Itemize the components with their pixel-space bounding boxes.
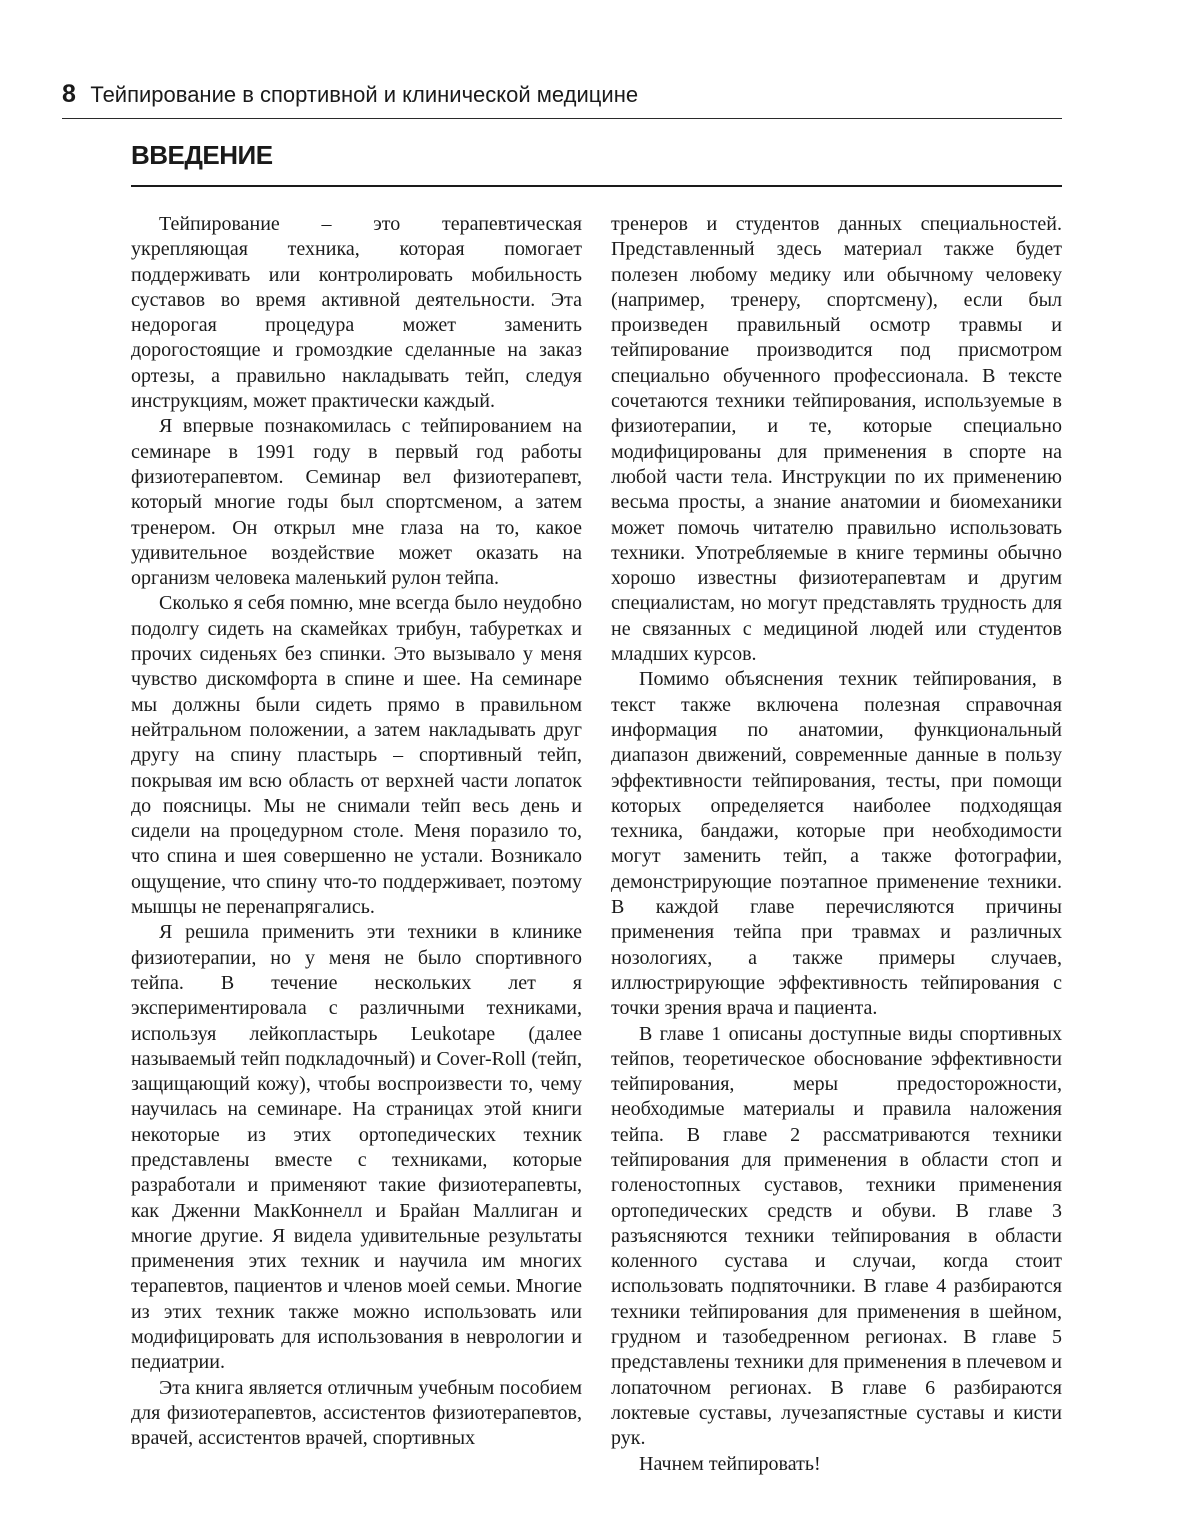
page-number: 8 xyxy=(62,80,76,108)
paragraph: Тейпирование – это терапевтическая укрепляющая техника, которая помогает поддерживать или контролировать мобильность суставов во время активной деятельности. Эта недорогая процедура может заменить дорогостоящие и громоздкие сделанные на заказ ортезы, а правильно накладывать тейп, следуя инструкциям, может практически каждый. xyxy=(131,213,582,413)
paragraph: Эта книга является отличным учебным пособием для физиотерапевтов, ассистентов физиотерапевтов, врачей, ассистентов врачей, спортивных xyxy=(131,1376,582,1450)
left-column xyxy=(131,212,582,1452)
paragraph: Я впервые познакомилась с тейпированием на семинаре в 1991 году в первый год работы физиотерапевтом. Семинар вел физиотерапевт, который многие годы был спортсменом, а затем тренером. Он открыл мне глаза на то, какое удивительное воздействие может оказать на организм человека маленький рулон тейпа. xyxy=(131,415,582,590)
book-title: Тейпирование в спортивной и клинической медицине xyxy=(90,82,639,107)
paragraph: В главе 1 описаны доступные виды спортивных тейпов, теоретическое обоснование эффективности тейпирования, меры предосторожности, необходимые материалы и правила наложения тейпа. В главе 2 рассматриваются техники тейпирования для применения в области стоп и голеностопных суставов, техники применения ортопедических средств и обуви. В главе 3 разъясняются техники тейпирования в области коленного сустава и случаи, когда стоит использовать подпяточники. В главе 4 разбираются техники тейпирования для применения в шейном, грудном и тазобедренном регионах. В главе 5 представлены техники для применения в плечевом и лопаточном регионах. В главе 6 разбираются локтевые суставы, лучезапястные суставы и кисти рук. xyxy=(611,1022,1062,1450)
running-header xyxy=(62,80,1062,119)
paragraph: Сколько я себя помню, мне всегда было неудобно подолгу сидеть на скамейках трибун, табуретках и прочих сиденьях без спинки. Это вызывало у меня чувство дискомфорта в спине и шее. На семинаре мы должны были сидеть прямо в правильном нейтральном положении, а затем накладывать друг другу на спину пластырь – спортивный тейп, покрывая им всю область от верхней части лопаток до поясницы. Мы не снимали тейп весь день и сидели на процедурном столе. Меня поразило то, что спина и шея совершенно не устали. Возникало ощущение, что спину что-то поддерживает, поэтому мышцы не перенапрягались. xyxy=(131,592,582,919)
paragraph: Начнем тейпировать! xyxy=(639,1452,821,1475)
paragraph-continuation: тренеров и студентов данных специальностей. Представленный здесь материал также будет полезен любому медику или обычному человеку (например, тренеру, спортсмену), если был произведен правильный осмотр травмы и тейпирование производится под присмотром специально обученного профессионала. В тексте сочетаются техники тейпирования, используемые в физиотерапии, и те, которые специально модифицированы для применения в спорте на любой части тела. Инструкции по их применению весьма просты, а знание анатомии и биомеханики может помочь читателю правильно использовать техники. Употребляемые в книге термины обычно хорошо известны физиотерапевтам и другим специалистам, но могут представлять трудность для не связанных с медициной людей или студентов младших курсов. xyxy=(611,213,1062,666)
paragraph: Помимо объяснения техник тейпирования, в текст также включена полезная справочная информация по анатомии, функциональный диапазон движений, современные данные в пользу эффективности тейпирования, тесты, при помощи которых определяется наиболее подходящая техника, бандажи, которые при необходимости могут заменить тейп, а также фотографии, демонстрирующие поэтапное применение техники. В каждой главе перечисляются причины применения тейпа при травмах и различных нозологиях, а также примеры случаев, иллюстрирующие эффективность тейпирования с точки зрения врача и пациента. xyxy=(611,668,1062,1020)
right-column xyxy=(611,212,1062,1477)
section-title: ВВЕДЕНИЕ xyxy=(131,140,273,170)
heading-divider xyxy=(131,185,1062,187)
paragraph: Я решила применить эти техники в клинике физиотерапии, но у меня не было спортивного тейпа. В течение нескольких лет я экспериментировала с различными техниками, используя лейкопластырь Leukotape (далее называемый тейп подкладочный) и Cover-Roll (тейп, защищающий кожу), чтобы воспроизвести то, чему научилась на семинаре. На страницах этой книги некоторые из этих ортопедических техник представлены вместе с техниками, которые разработали и применяют такие физиотерапевты, как Дженни МакКоннелл и Брайан Маллиган и многие другие. Я видела удивительные результаты применения этих техник и научила им многих терапевтов, пациентов и членов моей семьи. Многие из этих техник также можно использовать или модифицировать для использования в неврологии и педиатрии. xyxy=(131,921,582,1374)
